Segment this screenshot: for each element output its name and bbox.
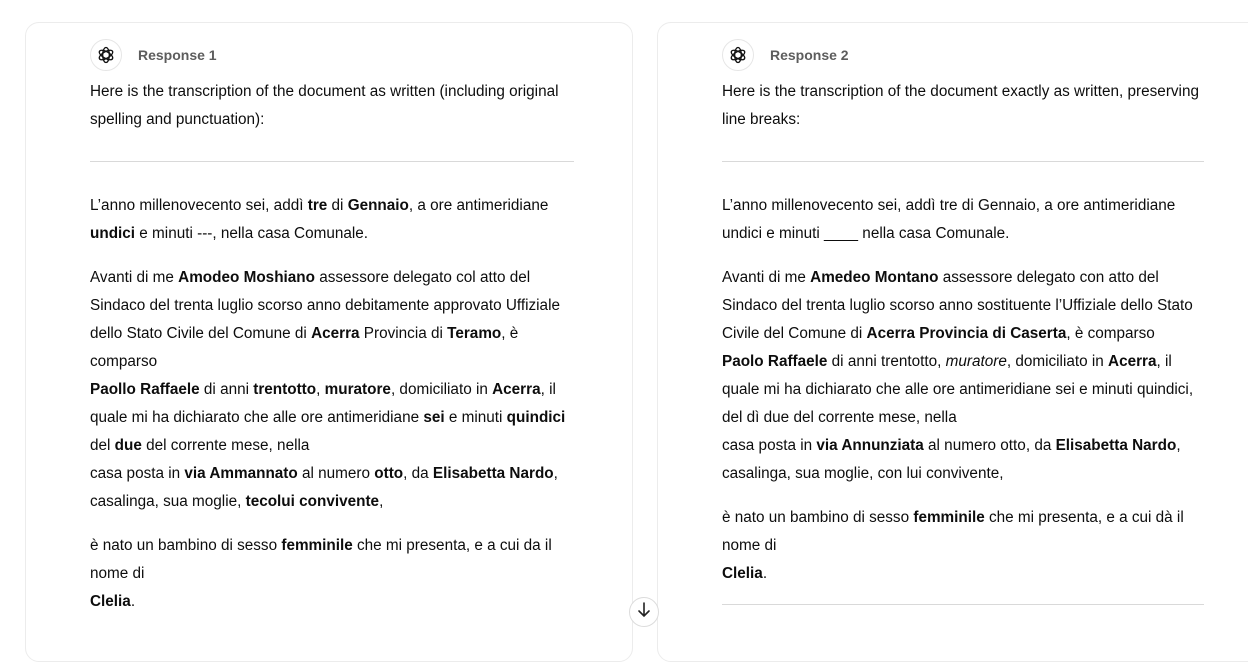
bold-text: femminile — [281, 537, 353, 554]
bold-text: via Ammannato — [184, 465, 298, 482]
text-run: al numero otto, da — [923, 437, 1056, 454]
transcription-paragraph — [722, 264, 1204, 488]
text-run: che mi presenta, e a cui da il nome di — [90, 537, 552, 582]
transcription-paragraph — [722, 192, 1204, 248]
text-run: , domiciliato in — [390, 381, 493, 398]
bold-text: via Annunziata — [816, 437, 924, 454]
bold-text: Elisabetta Nardo — [432, 465, 554, 482]
response-label: Response 2 — [770, 47, 849, 63]
text-run: è nato un bambino di sesso — [90, 537, 282, 554]
bold-text: muratore — [324, 381, 391, 398]
text-run: , da — [403, 465, 433, 482]
text-run: del — [90, 437, 115, 454]
bold-text: Teramo — [447, 325, 502, 342]
text-run: assessore delegato col atto del Sindaco del trenta luglio scorso anno debitamente approvato Uffiziale dello Stato Civile del Comune di — [90, 269, 560, 342]
bold-text: quindici — [506, 409, 566, 426]
bold-text: sei — [423, 409, 445, 426]
transcription-paragraph — [90, 192, 574, 248]
text-run: . — [130, 593, 136, 610]
text-run: di anni trentotto, — [827, 353, 946, 370]
text-run: del corrente mese, nella casa posta in — [90, 437, 310, 482]
bold-text: due — [114, 437, 142, 454]
bold-text: Acerra Provincia di Caserta — [866, 325, 1067, 342]
bold-text: femminile — [913, 509, 985, 526]
italic-text: muratore — [945, 353, 1007, 370]
text-run: L’anno millenovecento sei, addì — [90, 197, 308, 214]
bold-text: Acerra — [492, 381, 541, 398]
text-run: , — [316, 381, 325, 398]
bold-text: Clelia — [722, 565, 763, 582]
bold-text: otto — [374, 465, 404, 482]
transcription-paragraph — [90, 264, 574, 516]
text-run: , il quale mi ha dichiarato che alle ore antimeridiane — [90, 381, 556, 426]
text-run: , è comparso — [1066, 325, 1155, 342]
response-label: Response 1 — [138, 47, 217, 63]
scroll-down-button[interactable] — [629, 597, 659, 627]
text-run: , è comparso — [90, 325, 519, 370]
text-run: , il quale mi ha dichiarato che alle ore antimeridiane sei e minuti quindici, del dì due del corrente mese, nella casa posta in — [722, 353, 1194, 454]
bold-text: Amodeo Moshiano — [178, 269, 315, 286]
response-header — [90, 39, 217, 71]
text-run: Provincia di — [359, 325, 448, 342]
text-run: Avanti di me — [90, 269, 179, 286]
response-2-card — [657, 22, 1248, 662]
transcription-paragraph — [90, 532, 574, 616]
bold-text: Amedeo Montano — [810, 269, 939, 286]
text-run: , domiciliato in — [1006, 353, 1109, 370]
response-header — [722, 39, 849, 71]
divider — [90, 161, 574, 162]
response-body — [722, 78, 1204, 635]
bold-text: Paollo Raffaele — [90, 381, 200, 398]
arrow-down-icon — [637, 602, 651, 623]
text-run: , a ore antimeridiane — [408, 197, 549, 214]
text-run: che mi presenta, e a cui dà il nome di — [722, 509, 1184, 554]
bold-text: undici — [90, 225, 136, 242]
response-body — [90, 78, 574, 632]
bold-text: trentotto — [253, 381, 317, 398]
text-run: di anni — [199, 381, 254, 398]
text-run: . — [762, 565, 768, 582]
bold-text: Paolo Raffaele — [722, 353, 828, 370]
bold-text: Acerra — [1108, 353, 1157, 370]
divider — [722, 604, 1204, 605]
text-run: Avanti di me — [722, 269, 811, 286]
transcription-paragraph — [722, 504, 1204, 588]
text-run: e minuti ---, nella casa Comunale. — [135, 225, 368, 242]
text-run: , casalinga, sua moglie, con lui convivente, — [722, 437, 1181, 482]
text-run: assessore delegato con atto del Sindaco del trenta luglio scorso anno sostituente l’Uffiziale dello Stato Civile del Comune di — [722, 269, 1193, 342]
bold-text: Elisabetta Nardo — [1055, 437, 1177, 454]
bold-text: tre — [307, 197, 328, 214]
text-run: di — [327, 197, 348, 214]
openai-logo-icon — [722, 39, 754, 71]
text-run: al numero — [297, 465, 375, 482]
response-intro: Here is the transcription of the document exactly as written, preserving line breaks: — [722, 83, 1199, 128]
text-run: L’anno millenovecento sei, addì tre di Gennaio, a ore antimeridiane undici e minuti ____ nella casa Comunale. — [722, 197, 1176, 242]
text-run: , — [379, 493, 384, 510]
openai-logo-icon — [90, 39, 122, 71]
text-run: è nato un bambino di sesso — [722, 509, 914, 526]
bold-text: Gennaio — [347, 197, 409, 214]
divider — [722, 161, 1204, 162]
bold-text: Clelia — [90, 593, 131, 610]
response-1-card — [25, 22, 633, 662]
text-run: e minuti — [444, 409, 507, 426]
text-run: , casalinga, sua moglie, — [90, 465, 558, 510]
bold-text: Acerra — [311, 325, 360, 342]
bold-text: tecolui convivente — [245, 493, 380, 510]
response-intro: Here is the transcription of the document as written (including original spelling and punctuation): — [90, 83, 559, 128]
